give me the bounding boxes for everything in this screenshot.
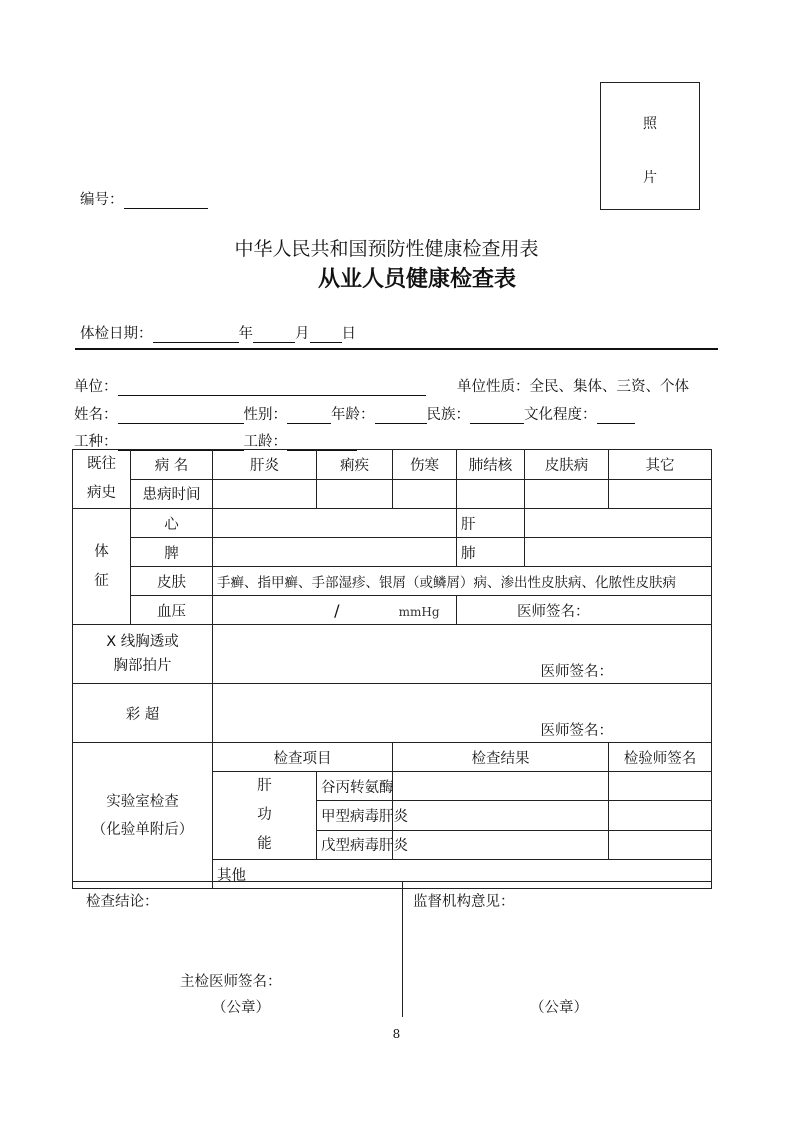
liver-label: 肝 (457, 509, 525, 538)
time-tuberculosis-cell[interactable] (457, 479, 525, 509)
skin-conditions[interactable]: 手癣、指甲癣、手部湿疹、银屑（或鳞屑）病、渗出性皮肤病、化脓性皮肤病 (213, 567, 712, 596)
health-exam-table (72, 449, 712, 889)
gender-field[interactable] (287, 407, 331, 424)
unit-nature: 单位性质：全民、集体、三资、个体 (457, 379, 689, 395)
time-hepatitis-cell[interactable] (213, 479, 317, 509)
signs-doctor-sign[interactable]: 医师签名： (457, 596, 712, 625)
xray-label-1: X 线胸透或 (106, 634, 179, 650)
header-divider (75, 348, 718, 350)
serial-label: 编号： (80, 192, 124, 208)
lab-col-sign: 检验师签名 (609, 743, 712, 772)
disease-dysentery: 痢疾 (317, 450, 393, 480)
liver-func-char-2: 功 (257, 807, 272, 823)
age-field[interactable] (375, 407, 427, 424)
spleen-label: 脾 (131, 538, 213, 567)
ultrasound-label: 彩 超 (73, 684, 213, 743)
exam-month-field[interactable] (253, 326, 295, 343)
ultrasound-doctor-sign: 医师签名： (540, 723, 613, 739)
page-number: 8 (392, 1027, 401, 1041)
xray-doctor-sign: 医师签名： (540, 664, 613, 680)
lab-result-alt[interactable] (393, 772, 609, 801)
ultrasound-cell[interactable] (213, 684, 712, 743)
job-row (74, 430, 357, 451)
photo-label-2: 片 (643, 170, 657, 186)
lab-label-2: （化验单附后） (91, 821, 194, 838)
lab-col-item: 检查项目 (213, 743, 393, 772)
lab-sign-alt[interactable] (609, 772, 712, 801)
lab-item-hev: 戊型病毒肝炎 (317, 830, 393, 859)
skin-label: 皮肤 (131, 567, 213, 596)
unit-field[interactable] (118, 379, 426, 396)
lab-label-1: 实验室检查 (106, 793, 179, 810)
disease-tuberculosis: 肺结核 (457, 450, 525, 480)
lab-col-result: 检查结果 (393, 743, 609, 772)
disease-skin: 皮肤病 (525, 450, 609, 480)
unit-row (74, 375, 426, 396)
conclusion-label[interactable]: 检查结论： (86, 894, 159, 910)
spleen-cell[interactable] (213, 538, 457, 567)
history-label-bottom: 病史 (87, 485, 116, 501)
gender-label: 性别： (243, 407, 287, 423)
lab-label (73, 743, 213, 889)
history-label-top: 既往 (87, 456, 116, 472)
signs-label-bottom: 征 (94, 572, 109, 589)
lab-item-alt: 谷丙转氨酶 (317, 772, 393, 801)
history-row-time (73, 479, 712, 509)
heart-label: 心 (131, 509, 213, 538)
bp-cell[interactable] (213, 596, 457, 625)
time-typhoid-cell[interactable] (393, 479, 457, 509)
ethnicity-label: 民族： (426, 407, 470, 423)
xray-cell[interactable] (213, 625, 712, 684)
xray-row (73, 625, 712, 684)
ethnicity-field[interactable] (470, 407, 524, 424)
time-dysentery-cell[interactable] (317, 479, 393, 509)
bottom-section (72, 881, 711, 1022)
seniority-label: 工龄： (243, 434, 287, 450)
lab-header-row (73, 743, 712, 772)
photo-box (600, 82, 700, 210)
exam-year-field[interactable] (153, 326, 239, 343)
bp-slash: / (334, 600, 340, 620)
photo-label-1: 照 (643, 116, 657, 132)
time-other-cell[interactable] (609, 479, 712, 509)
name-field[interactable] (118, 407, 244, 424)
serial-row (80, 188, 208, 209)
signs-row-spleen (73, 538, 712, 567)
serial-field[interactable] (124, 192, 208, 209)
ultrasound-row (73, 684, 712, 743)
lab-result-hev[interactable] (393, 830, 609, 859)
person-row (74, 403, 635, 424)
exam-date-label: 体检日期： (80, 326, 153, 342)
liver-func-char-3: 能 (257, 836, 272, 852)
lab-item-hav: 甲型病毒肝炎 (317, 801, 393, 830)
conclusion-seal: （公章） (212, 1000, 270, 1016)
disease-typhoid: 伤寒 (393, 450, 457, 480)
exam-date-row (80, 322, 356, 343)
bp-unit: mmHg (398, 604, 440, 619)
job-label: 工种： (74, 434, 118, 450)
signs-row-heart (73, 509, 712, 538)
name-label: 姓名： (74, 407, 118, 423)
history-row-diseases (73, 450, 712, 480)
lung-cell[interactable] (525, 538, 712, 567)
disease-other: 其它 (609, 450, 712, 480)
education-field[interactable] (597, 407, 635, 424)
liver-function-label (213, 772, 317, 860)
liver-cell[interactable] (525, 509, 712, 538)
bp-label: 血压 (131, 596, 213, 625)
lung-label: 肺 (457, 538, 525, 567)
disease-hepatitis: 肝炎 (213, 450, 317, 480)
year-label: 年 (238, 326, 253, 342)
heart-cell[interactable] (213, 509, 457, 538)
day-label: 日 (341, 326, 356, 342)
disease-name-label: 病 名 (131, 450, 213, 480)
signs-row-bp (73, 596, 712, 625)
disease-time-label: 患病时间 (131, 479, 213, 509)
signs-row-skin (73, 567, 712, 596)
time-skin-cell[interactable] (525, 479, 609, 509)
supervision-seal: （公章） (530, 1000, 588, 1016)
history-label (73, 450, 131, 509)
xray-label-2: 胸部拍片 (113, 658, 172, 674)
lab-other-label: 其他 (217, 867, 246, 884)
lab-sign-hev[interactable] (609, 830, 712, 859)
age-label: 年龄： (331, 407, 375, 423)
xray-label (73, 625, 213, 684)
chief-doctor-sign[interactable]: 主检医师签名： (180, 974, 282, 990)
lab-result-hav[interactable] (393, 801, 609, 830)
month-label: 月 (295, 326, 310, 342)
unit-label: 单位： (74, 379, 118, 395)
education-label: 文化程度： (524, 407, 597, 423)
signs-label-top: 体 (94, 543, 109, 560)
lab-sign-hav[interactable] (609, 801, 712, 830)
liver-func-char-1: 肝 (257, 778, 272, 794)
signs-label (73, 509, 131, 625)
supervision-label[interactable]: 监督机构意见： (413, 894, 515, 910)
title-main: 中华人民共和国预防性健康检查用表 (234, 238, 539, 260)
exam-day-field[interactable] (310, 326, 342, 343)
title-sub: 从业人员健康检查表 (318, 267, 517, 292)
bottom-divider (402, 881, 403, 1017)
